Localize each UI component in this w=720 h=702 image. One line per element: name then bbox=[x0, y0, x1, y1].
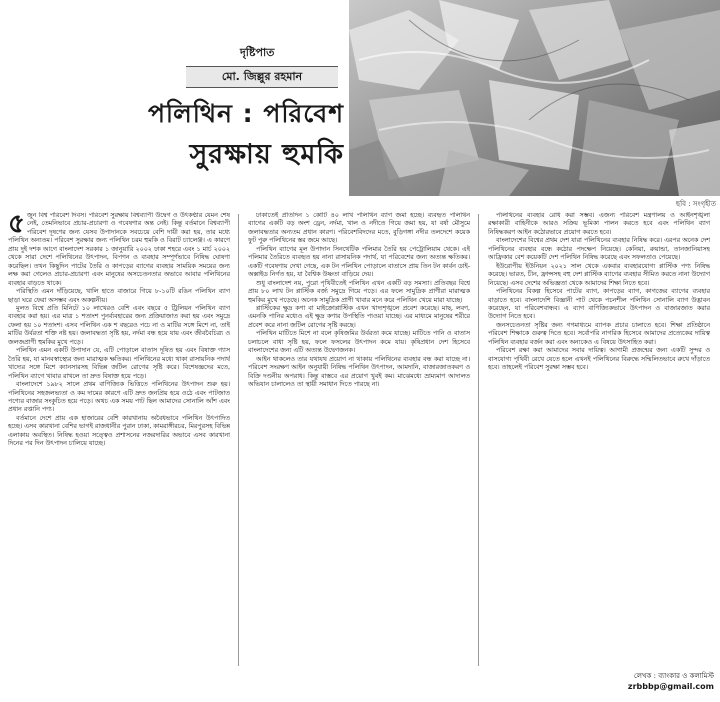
paragraph: পলিথিন ব্যাগের মূল উপাদান সিনথেটিক পলিমার তৈরি হয় পেট্রোলিয়াম থেকে। এই পলিমার তৈরিতে ব্যবহৃত হয় নানা রাসায়নিক পদার্থ, যা পরিবেশের জন্য অত্যন্ত ক্ষতিকর। একটি গবেষণায় দেখা গেছে, এক টন পলিথিন পোড়ালে বাতাসে প্রায় তিন টন কার্বন ডাই-অক্সাইড নির্গত হয়, যা বৈশ্বিক উষ্ণতা বাড়িয়ে দেয়। bbox=[248, 245, 470, 279]
paragraph: আইন থাকলেও তার যথাযথ প্রয়োগ না থাকায় পলিথিনের ব্যবহার বন্ধ করা যাচ্ছে না। পরিবেশ সংরক্ষণ আইন অনুযায়ী নিষিদ্ধ পলিথিন উৎপাদন, আমদানি, বাজারজাতকরণ ও বিক্রি দণ্ডনীয় অপরাধ। কিন্তু বাস্তবে এর প্রয়োগ খুবই কম। মাঝেমধ্যে ভ্রাম্যমাণ আদালত অভিযান চালালেও তা স্থায়ী সমাধান দিতে পারছে না। bbox=[248, 355, 470, 389]
headline-line-1: পলিথিন : পরিবেশ bbox=[147, 99, 344, 128]
polythene-waste-photo bbox=[349, 0, 720, 196]
paragraph: শুধু বাংলাদেশ নয়, পুরো পৃথিবীতেই পলিথিন এখন একটি বড় সমস্যা। প্রতিবছর বিশ্বে প্রায় ৮০ লাখ টন প্লাস্টিক বর্জ্য সমুদ্রে গিয়ে পড়ে। এর ফলে সামুদ্রিক প্রাণীরা মারাত্মক হুমকির মুখে পড়েছে। অনেক সামুদ্রিক প্রাণী খাবার মনে করে পলিথিন খেয়ে মারা যাচ্ছে। bbox=[248, 279, 470, 304]
paragraph: ঢাকাতেই প্রতিদিন ১ কোটি ৪০ লাখ পলিথিন ব্যাগ জমা হচ্ছে। ব্যবহৃত পলিথিন ব্যাগের একটি বড় অংশ ড্রেন, নর্দমা, খাল ও নদীতে গিয়ে জমা হয়, যা বর্ষা মৌসুমে জলাবদ্ধতার অন্যতম প্রধান কারণ। পরিবেশবিদদের মতে, বুড়িগঙ্গা নদীর তলদেশে কয়েক ফুট পুরু পলিথিনের স্তর জমে আছে। bbox=[248, 212, 470, 245]
paragraph: ইউরোপীয় ইউনিয়ন ২০২১ সাল থেকে একবার ব্যবহারযোগ্য প্লাস্টিক পণ্য নিষিদ্ধ করেছে। ভারত, চীন, ফ্রান্সসহ বহু দেশ প্লাস্টিক ব্যাগের ব্যবহার সীমিত করতে নানা উদ্যোগ নিয়েছে। এসব দেশের অভিজ্ঞতা থেকে আমাদের শিক্ষা নিতে হবে। bbox=[488, 262, 710, 287]
paragraph: বাংলাদেশের বিশ্বের প্রথম দেশ যারা পলিথিনের ব্যবহার নিষিদ্ধ করে। এরপর অনেক দেশ পলিথিনের ব্যবহার বন্ধে কঠোর পদক্ষেপ নিয়েছে। কেনিয়া, রুয়ান্ডা, তানজানিয়াসহ আফ্রিকার বেশ কয়েকটি দেশ পলিথিন নিষিদ্ধ করেছে এবং সফলতাও পেয়েছে। bbox=[488, 237, 710, 262]
author-signature: লেখক : ব্যাংকার ও কলামিস্ট bbox=[633, 672, 714, 680]
paragraph: বর্তমানে দেশে প্রায় এক হাজারের বেশি কারখানায় অবৈধভাবে পলিথিন উৎপাদিত হচ্ছে। এসব কারখানা বেশির ভাগই রাজধানীর পুরান ঢাকা, কামরাঙ্গীরচর, মিরপুরসহ বিভিন্ন এলাকায় অবস্থিত। নিষিদ্ধ হওয়া সত্ত্বেও প্রশাসনের নজরদারির অভাবে এসব কারখানা দিনের পর দিন উৎপাদন চালিয়ে যাচ্ছে। bbox=[8, 414, 230, 448]
paragraph: পলিথিনের ব্যবহার রোধ করা সম্ভব। এজন্য পরিবেশ মন্ত্রণালয় ও আইনশৃঙ্খলা রক্ষাকারী বাহিনীকে আরও সক্রিয় ভূমিকা পালন করতে হবে এবং পলিথিন ব্যাগ নিষিদ্ধকরণ আইন কঠোরভাবে প্রয়োগ করতে হবে। bbox=[488, 212, 710, 236]
body-column-2 bbox=[248, 212, 470, 672]
section-kicker: দৃষ্টিপাত bbox=[240, 46, 275, 59]
paragraph: পলিথিন এমন একটি উপাদান যে, এটি পোড়ালে বাতাস দূষিত হয় এবং বিষাক্ত গ্যাস তৈরি হয়, যা মানবস্বাস্থ্যের জন্য মারাত্মক ক্ষতিকর। পলিথিনের মধ্যে থাকা রাসায়নিক পদার্থ খাদ্যের সঙ্গে মিশে ক্যানসারসহ বিভিন্ন জটিল রোগের সৃষ্টি করে। বিশেষজ্ঞদের মতে, পলিথিন ব্যাগে খাবার রাখলে তা দ্রুত বিষাক্ত হয়ে পড়ে। bbox=[8, 347, 230, 380]
author-byline: মো. জিল্লুর রহমান bbox=[186, 66, 338, 88]
paragraph: পলিথিনের বিকল্প হিসেবে পাটের ব্যাগ, কাপড়ের ব্যাগ, কাগজের ব্যাগের ব্যবহার বাড়াতে হবে। বাংলাদেশি বিজ্ঞানী পাট থেকে পচনশীল পলিথিন সোনালি ব্যাগ উদ্ভাবন করেছেন, যা পরিবেশবান্ধব। এ ব্যাগ বাণিজ্যিকভাবে উৎপাদন ও বাজারজাত করার উদ্যোগ নিতে হবে। bbox=[488, 288, 710, 321]
article-header bbox=[0, 0, 720, 210]
body-column-3 bbox=[488, 212, 710, 652]
paragraph: জনসচেতনতা সৃষ্টির জন্য গণমাধ্যমে ব্যাপক প্রচার চালাতে হবে। শিক্ষা প্রতিষ্ঠানে পরিবেশ শিক্ষাকে গুরুত্ব দিতে হবে। সর্বোপরি নাগরিক হিসেবে আমাদের প্রত্যেকের দায়িত্ব পলিথিন ব্যবহার বর্জন করা এবং অন্যকেও এ বিষয়ে উৎসাহিত করা। bbox=[488, 321, 710, 346]
photo-credit: ছবি : সংগৃহীত bbox=[675, 200, 716, 208]
paragraph: পরিবেশ রক্ষা করা আমাদের সবার দায়িত্ব। আগামী প্রজন্মের জন্য একটি সুন্দর ও বাসযোগ্য পৃথিবী রেখে যেতে হলে এখনই পলিথিনের বিরুদ্ধে সম্মিলিতভাবে রুখে দাঁড়াতে হবে। তাহলেই পরিবেশ সুরক্ষা সম্ভব হবে। bbox=[488, 347, 710, 372]
drop-cap: ৫ bbox=[8, 212, 25, 239]
paragraph: প্লাস্টিকের ক্ষুদ্র কণা বা মাইক্রোপ্লাস্টিক এখন খাদ্যশৃঙ্খলে প্রবেশ করেছে। মাছ, লবণ, এমনকি পানির মধ্যেও এই ক্ষুদ্র কণার উপস্থিতি পাওয়া যাচ্ছে। এর মাধ্যমে মানুষের শরীরে প্রবেশ করে নানা জটিল রোগের সৃষ্টি করছে। bbox=[248, 304, 470, 329]
article-body bbox=[8, 212, 712, 672]
paragraph: পলিথিন মাটিতে মিশে না বলে কৃষিজমির উর্বরতা কমে যাচ্ছে। মাটিতে পানি ও বাতাস চলাচলে বাধা সৃষ্টি হয়, ফলে ফসলের উৎপাদন কমে যায়। কৃষিপ্রধান দেশ হিসেবে বাংলাদেশের জন্য এটি অত্যন্ত উদ্বেগজনক। bbox=[248, 330, 470, 355]
author-email: zrbbbp@gmail.com bbox=[627, 682, 714, 691]
body-column-1 bbox=[8, 212, 230, 672]
paragraph: পরিস্থিতি এমন দাঁড়িয়েছে, খালি হাতে বাজারে গিয়ে ৮-১০টি রঙিন পলিথিন ব্যাগ ছাড়া ঘরে ফেরা অসম্ভব এবং অকল্পনীয়। bbox=[8, 288, 230, 304]
paragraph: বাংলাদেশে ১৯৮২ সালে প্রথম বাণিজ্যিক ভিত্তিতে পলিথিনের উৎপাদন শুরু হয়। পলিথিনের সহজলভ্যতা ও কম দামের কারণে এটি দ্রুত জনপ্রিয় হয়ে ওঠে এবং পাটজাত পণ্যের বাজার সংকুচিত হয়ে পড়ে। অথচ এক সময় পাট ছিল আমাদের সোনালি আঁশ এবং প্রধান রপ্তানি পণ্য। bbox=[8, 381, 230, 414]
paragraph: মূলত বিশ্বে প্রতি মিনিটে ১০ লাখেরও বেশি এবং বছরে ৫ ট্রিলিয়ন পলিথিন ব্যাগ ব্যবহার করা হয়। এর মাত্র ১ শতাংশ পুনর্ব্যবহারের জন্য প্রক্রিয়াজাত করা হয় এবং সমুদ্রে ফেলা হয় ১০ শতাংশ। এসব পলিথিন এক শ বছরেও পচে না ও মাটির সঙ্গে মিশে না, তাই মাটির উর্বরতা শক্তি নষ্ট হয়। জলাবদ্ধতা সৃষ্টি হয়, নর্দমা বন্ধ হয়ে যায় এবং জীববৈচিত্র্য ও জলজপ্রাণী হুমকির মুখে পড়ে। bbox=[8, 304, 230, 346]
headline-line-2: সুরক্ষায় হুমকি bbox=[189, 139, 344, 170]
paragraph: ৫ জুন বিশ্ব পরিবেশ দিবস। পরিবেশ সুরক্ষায় বিশ্বব্যাপী উদ্বেগ ও উৎকণ্ঠার যেমন শেষ নেই, তেমনিভাবে প্রচার-প্রচারণা ও গবেষণার অন্ত নেই। কিন্তু বর্তমানে বিশ্বব্যাপী পরিবেশ দূষণের জন্য যেসব উপাদানকে সবচেয়ে বেশি দায়ী করা হয়, তার মধ্যে পলিথিন অন্যতম। পরিবেশ সুরক্ষার জন্য পলিথিন চরম হুমকি ও বিরাট চ্যালেঞ্জ। এ কারণে প্রায় দুই দশক আগে বাংলাদেশ সরকার ১ জানুয়ারি ২০০২ ঢাকা শহরে এবং ১ মার্চ ২০০২ থেকে সারা দেশে পলিথিনের উৎপাদন, বিপণন ও ব্যবহার সম্পূর্ণভাবে নিষিদ্ধ ঘোষণা করেছিল। তখন কিছুদিন পাটের তৈরি ও কাপড়ের ব্যাগের ব্যবহার সাময়িক সময়ের জন্য লক্ষ করা গেলেও প্রচার-প্রচারণা এবং মানুষের অসচেতনতার অভাবে আবার পলিথিনের ব্যবহার বাড়তে থাকে। bbox=[8, 212, 230, 287]
